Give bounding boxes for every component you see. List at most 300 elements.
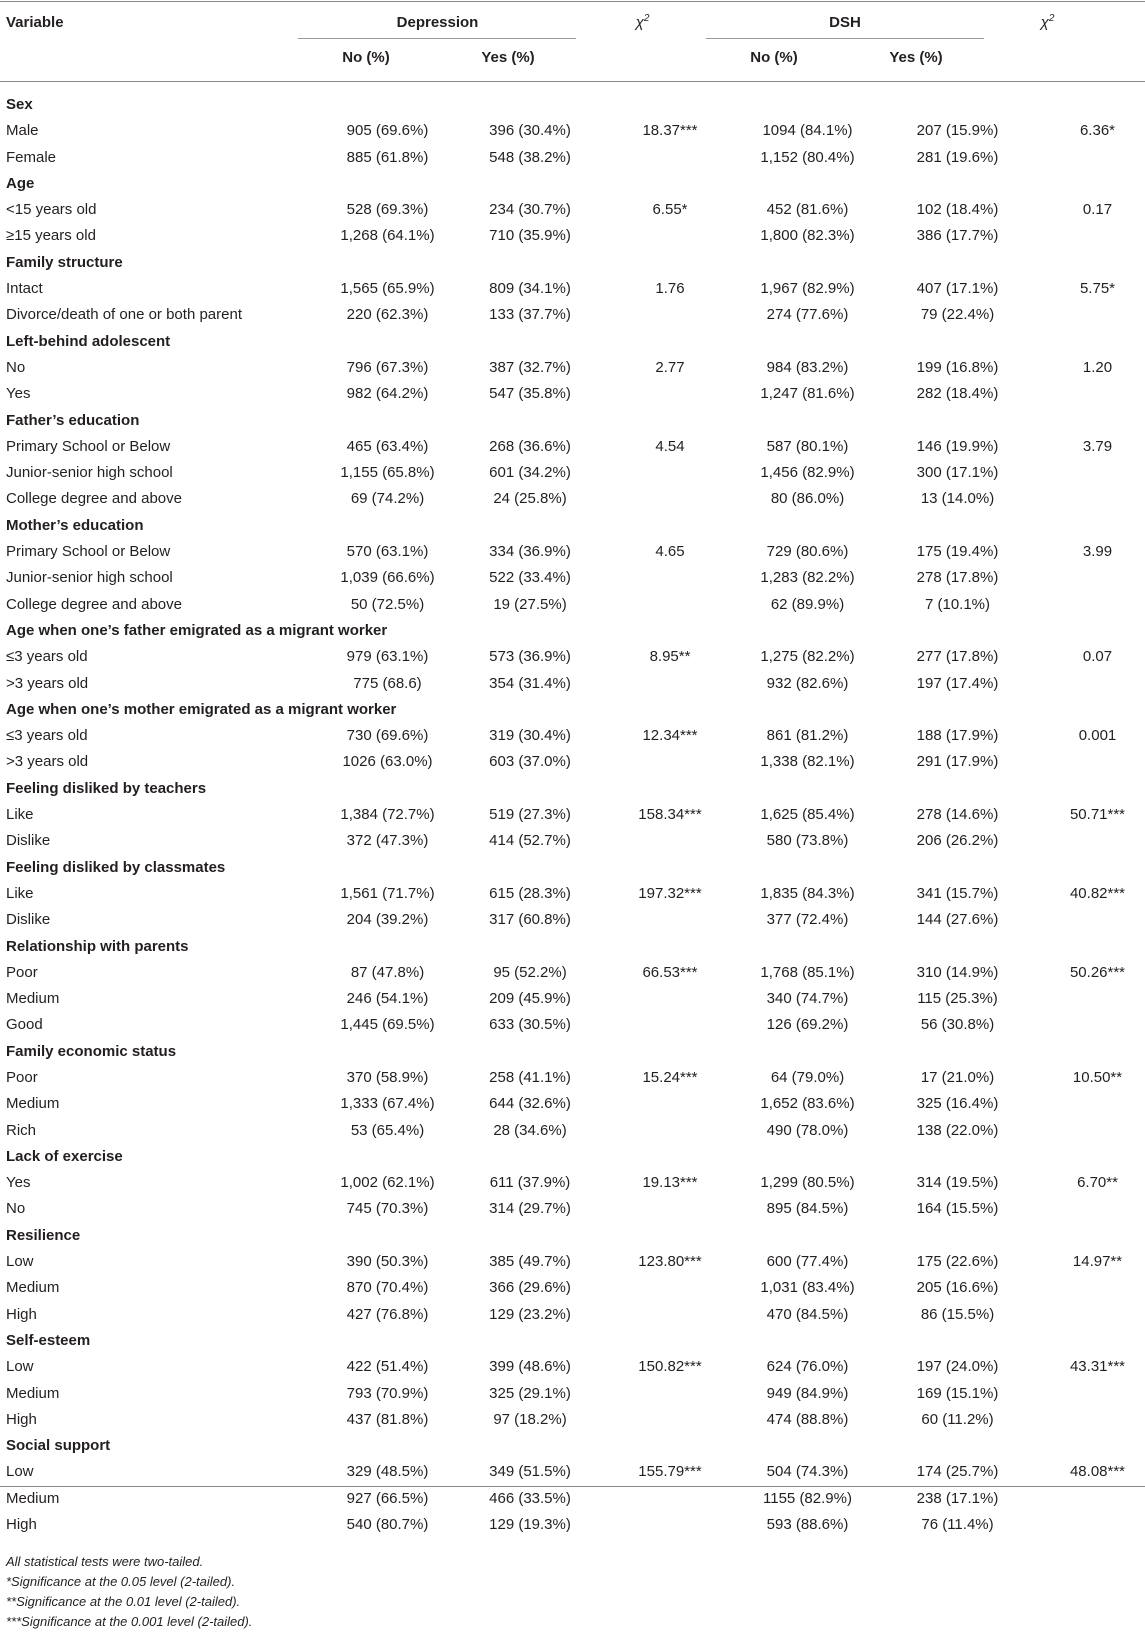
cell-depression-yes: 522 (33.4%) — [489, 569, 571, 587]
cell-dsh-no: 377 (72.4%) — [766, 911, 849, 929]
table-row — [0, 1354, 1145, 1380]
cell-dsh-no: 340 (74.7%) — [766, 990, 849, 1008]
row-label: Junior-senior high school — [6, 464, 173, 482]
cell-depression-no: 745 (70.3%) — [346, 1200, 429, 1218]
cell-chi-square-depression: 8.95** — [649, 648, 691, 666]
group-label: Social support — [6, 1437, 111, 1455]
group-label: Lack of exercise — [6, 1147, 123, 1165]
cell-depression-yes: 396 (30.4%) — [489, 122, 571, 140]
cell-dsh-no: 504 (74.3%) — [766, 1463, 849, 1481]
row-label: ≤3 years old — [6, 648, 88, 666]
row-label: Medium — [6, 1384, 60, 1402]
group-header-row — [0, 1433, 1145, 1459]
cell-depression-yes: 548 (38.2%) — [489, 148, 571, 166]
table-row — [0, 276, 1145, 302]
cell-depression-yes: 334 (36.9%) — [489, 543, 571, 561]
table-row — [0, 1381, 1145, 1407]
cell-dsh-no: 490 (78.0%) — [766, 1121, 849, 1139]
cell-depression-yes: 573 (36.9%) — [489, 648, 571, 666]
note-significance-0001: ***Significance at the 0.001 level (2-tailed). — [6, 1614, 253, 1629]
row-label: No — [6, 1200, 26, 1218]
group-header-row — [0, 171, 1145, 197]
cell-chi-square-depression: 2.77 — [655, 358, 685, 376]
cell-depression-yes: 234 (30.7%) — [489, 201, 571, 219]
table-row — [0, 1512, 1145, 1538]
row-label: College degree and above — [6, 595, 182, 613]
row-label: ≥15 years old — [6, 227, 96, 245]
cell-dsh-no: 949 (84.9%) — [766, 1384, 849, 1402]
row-label: No — [6, 358, 26, 376]
cell-chi-square-depression: 19.13*** — [642, 1174, 698, 1192]
cell-depression-no: 793 (70.9%) — [346, 1384, 429, 1402]
row-label: >3 years old — [6, 674, 89, 692]
group-header-row — [0, 92, 1145, 118]
cell-dsh-no: 932 (82.6%) — [766, 674, 849, 692]
cell-dsh-yes: 175 (22.6%) — [916, 1253, 999, 1271]
group-header-row — [0, 513, 1145, 539]
table-row — [0, 539, 1145, 565]
cell-dsh-no: 452 (81.6%) — [766, 201, 849, 219]
row-label: Poor — [6, 963, 38, 981]
table-notes — [6, 1552, 252, 1632]
cell-dsh-yes: 86 (15.5%) — [920, 1305, 995, 1323]
cell-chi-square-dsh: 6.36* — [1079, 122, 1116, 140]
cell-depression-no: 1026 (63.0%) — [342, 753, 433, 771]
cell-dsh-no: 895 (84.5%) — [766, 1200, 849, 1218]
row-label: Primary School or Below — [6, 543, 171, 561]
cell-depression-no: 905 (69.6%) — [346, 122, 429, 140]
cell-dsh-yes: 325 (16.4%) — [916, 1095, 999, 1113]
cell-depression-yes: 319 (30.4%) — [489, 727, 571, 745]
cell-dsh-no: 729 (80.6%) — [766, 543, 849, 561]
cell-depression-no: 730 (69.6%) — [346, 727, 429, 745]
header-depression: Depression — [396, 14, 479, 31]
cell-chi-square-dsh: 3.99 — [1082, 543, 1113, 561]
table-row — [0, 592, 1145, 618]
cell-depression-no: 796 (67.3%) — [346, 358, 429, 376]
cell-dsh-yes: 138 (22.0%) — [916, 1121, 999, 1139]
group-label: Age when one’s father emigrated as a migrant worker — [6, 621, 388, 639]
cell-dsh-yes: 278 (14.6%) — [916, 806, 999, 824]
cell-depression-yes: 466 (33.5%) — [489, 1489, 571, 1507]
cell-dsh-no: 62 (89.9%) — [770, 595, 845, 613]
row-label: Low — [6, 1253, 34, 1271]
cell-depression-yes: 809 (34.1%) — [489, 280, 571, 298]
cell-depression-yes: 129 (19.3%) — [489, 1516, 571, 1534]
cell-chi-square-depression: 12.34*** — [642, 727, 698, 745]
row-label: Medium — [6, 1095, 60, 1113]
row-label: Junior-senior high school — [6, 569, 173, 587]
row-label: Low — [6, 1358, 34, 1376]
table-row — [0, 802, 1145, 828]
cell-dsh-yes: 205 (16.6%) — [916, 1279, 999, 1297]
cell-dsh-no: 593 (88.6%) — [766, 1516, 849, 1534]
table-row — [0, 907, 1145, 933]
cell-dsh-no: 1,338 (82.1%) — [760, 753, 855, 771]
group-label: Feeling disliked by classmates — [6, 858, 226, 876]
cell-dsh-no: 624 (76.0%) — [766, 1358, 849, 1376]
cell-dsh-no: 1,152 (80.4%) — [760, 148, 855, 166]
cell-dsh-yes: 115 (25.3%) — [917, 990, 998, 1008]
cell-chi-square-dsh: 1.20 — [1082, 358, 1113, 376]
cell-dsh-no: 1,299 (80.5%) — [760, 1174, 855, 1192]
cell-depression-yes: 258 (41.1%) — [489, 1068, 571, 1086]
cell-chi-square-depression: 155.79*** — [638, 1463, 702, 1481]
cell-dsh-no: 64 (79.0%) — [770, 1068, 845, 1086]
cell-chi-square-dsh: 50.71*** — [1069, 806, 1126, 824]
cell-chi-square-depression: 197.32*** — [638, 884, 702, 902]
header-dep-yes: Yes (%) — [481, 49, 535, 66]
table-row — [0, 1275, 1145, 1301]
row-label: Medium — [6, 1489, 60, 1507]
table-row — [0, 1170, 1145, 1196]
cell-depression-no: 69 (74.2%) — [350, 490, 425, 508]
cell-depression-no: 1,268 (64.1%) — [340, 227, 435, 245]
cell-depression-yes: 354 (31.4%) — [489, 674, 571, 692]
cell-dsh-no: 580 (73.8%) — [766, 832, 849, 850]
cell-depression-yes: 601 (34.2%) — [489, 464, 571, 482]
table-row — [0, 460, 1145, 486]
cell-chi-square-dsh: 0.07 — [1082, 648, 1113, 666]
cell-chi-square-dsh: 6.70** — [1077, 1174, 1118, 1192]
row-label: Dislike — [6, 911, 51, 929]
cell-depression-yes: 349 (51.5%) — [489, 1463, 571, 1481]
cell-chi-square-depression: 66.53*** — [642, 963, 698, 981]
table-row — [0, 749, 1145, 775]
row-label: Medium — [6, 990, 60, 1008]
table-row — [0, 197, 1145, 223]
cell-depression-no: 53 (65.4%) — [350, 1121, 425, 1139]
cell-dsh-yes: 7 (10.1%) — [924, 595, 991, 613]
group-label: Age — [6, 174, 35, 192]
cell-depression-no: 204 (39.2%) — [346, 911, 429, 929]
cell-dsh-no: 274 (77.6%) — [766, 306, 849, 324]
group-header-row — [0, 1039, 1145, 1065]
cell-depression-no: 979 (63.1%) — [346, 648, 429, 666]
cell-chi-square-dsh: 0.17 — [1082, 201, 1113, 219]
group-label: Relationship with parents — [6, 937, 189, 955]
cell-chi-square-depression: 4.65 — [655, 543, 685, 561]
cell-chi-square-depression: 150.82*** — [638, 1358, 702, 1376]
cell-depression-yes: 129 (23.2%) — [489, 1305, 571, 1323]
cell-depression-no: 540 (80.7%) — [346, 1516, 429, 1534]
cell-dsh-yes: 102 (18.4%) — [916, 201, 999, 219]
cell-depression-no: 570 (63.1%) — [346, 543, 429, 561]
cell-depression-yes: 19 (27.5%) — [493, 595, 567, 613]
cell-depression-no: 927 (66.5%) — [346, 1489, 429, 1507]
chi-exponent: 2 — [1048, 13, 1055, 24]
group-label: Feeling disliked by teachers — [6, 779, 207, 797]
row-label: High — [6, 1305, 37, 1323]
cell-dsh-no: 1,967 (82.9%) — [760, 280, 855, 298]
table-row — [0, 434, 1145, 460]
cell-depression-yes: 547 (35.8%) — [489, 385, 571, 403]
header-chi-square-depression — [620, 10, 665, 36]
group-label: Mother’s education — [6, 516, 144, 534]
table-row — [0, 1407, 1145, 1433]
cell-depression-no: 370 (58.9%) — [346, 1068, 429, 1086]
table-row — [0, 1012, 1145, 1038]
group-label: Self-esteem — [6, 1331, 91, 1349]
cell-depression-yes: 644 (32.6%) — [489, 1095, 571, 1113]
cell-dsh-yes: 207 (15.9%) — [916, 122, 999, 140]
header-dsh-no: No (%) — [750, 49, 798, 66]
cell-dsh-yes: 169 (15.1%) — [916, 1384, 999, 1402]
cell-depression-no: 1,039 (66.6%) — [340, 569, 435, 587]
cell-dsh-yes: 76 (11.4%) — [921, 1516, 994, 1534]
cell-depression-yes: 387 (32.7%) — [489, 358, 571, 376]
cell-dsh-yes: 281 (19.6%) — [916, 148, 999, 166]
cell-depression-yes: 633 (30.5%) — [489, 1016, 571, 1034]
cell-depression-no: 422 (51.4%) — [346, 1358, 429, 1376]
row-label: Yes — [6, 385, 31, 403]
group-header-row — [0, 1223, 1145, 1249]
cell-dsh-yes: 314 (19.5%) — [916, 1174, 999, 1192]
table-row — [0, 355, 1145, 381]
note-significance-001: **Significance at the 0.01 level (2-tailed). — [6, 1594, 241, 1609]
row-label: Like — [6, 884, 34, 902]
row-label: Primary School or Below — [6, 437, 171, 455]
cell-chi-square-dsh: 5.75* — [1079, 280, 1116, 298]
cell-depression-yes: 28 (34.6%) — [493, 1121, 567, 1139]
cell-chi-square-depression: 18.37*** — [642, 122, 698, 140]
table-row — [0, 723, 1145, 749]
cell-depression-no: 982 (64.2%) — [346, 385, 429, 403]
cell-depression-no: 1,445 (69.5%) — [340, 1016, 435, 1034]
header-variable: Variable — [6, 14, 64, 31]
cell-chi-square-dsh: 50.26*** — [1069, 963, 1126, 981]
row-label: College degree and above — [6, 490, 182, 508]
cell-dsh-no: 861 (81.2%) — [766, 727, 849, 745]
note-significance-005: *Significance at the 0.05 level (2-tailed). — [6, 1574, 236, 1589]
cell-depression-yes: 519 (27.3%) — [489, 806, 571, 824]
note-two-tailed: All statistical tests were two-tailed. — [6, 1554, 204, 1569]
row-label: Male — [6, 122, 39, 140]
cell-dsh-no: 1,283 (82.2%) — [760, 569, 855, 587]
row-label: Female — [6, 148, 57, 166]
header-dsh: DSH — [829, 14, 861, 31]
cell-chi-square-depression: 1.76 — [655, 280, 685, 298]
row-label: Yes — [6, 1174, 31, 1192]
cell-dsh-no: 126 (69.2%) — [766, 1016, 849, 1034]
table-row — [0, 486, 1145, 512]
group-header-row — [0, 250, 1145, 276]
cell-depression-no: 50 (72.5%) — [350, 595, 425, 613]
group-label: Sex — [6, 96, 33, 113]
cell-dsh-yes: 310 (14.9%) — [916, 963, 999, 981]
cell-chi-square-dsh: 40.82*** — [1069, 884, 1126, 902]
chi-symbol: χ — [635, 14, 644, 31]
cell-depression-yes: 710 (35.9%) — [489, 227, 571, 245]
cell-depression-no: 528 (69.3%) — [346, 201, 429, 219]
table-row — [0, 986, 1145, 1012]
cell-dsh-no: 1094 (84.1%) — [762, 122, 853, 140]
cell-depression-yes: 325 (29.1%) — [489, 1384, 571, 1402]
group-header-row — [0, 1144, 1145, 1170]
cell-chi-square-dsh: 0.001 — [1078, 727, 1117, 745]
cell-dsh-yes: 174 (25.7%) — [916, 1463, 999, 1481]
group-header-row — [0, 329, 1145, 355]
cell-dsh-no: 1,652 (83.6%) — [760, 1095, 855, 1113]
cell-chi-square-depression: 123.80*** — [638, 1253, 702, 1271]
cell-depression-yes: 133 (37.7%) — [489, 306, 571, 324]
cell-chi-square-dsh: 48.08*** — [1069, 1463, 1126, 1481]
row-label: Rich — [6, 1121, 37, 1139]
cell-depression-no: 1,155 (65.8%) — [340, 464, 435, 482]
cell-depression-no: 87 (47.8%) — [350, 963, 425, 981]
cell-depression-yes: 615 (28.3%) — [489, 884, 571, 902]
cell-dsh-no: 1,625 (85.4%) — [760, 806, 855, 824]
cell-dsh-yes: 79 (22.4%) — [920, 306, 995, 324]
cell-depression-no: 372 (47.3%) — [346, 832, 429, 850]
chi-symbol: χ — [1040, 14, 1049, 31]
table-row — [0, 1486, 1145, 1512]
group-header-row — [0, 934, 1145, 960]
cell-dsh-yes: 56 (30.8%) — [920, 1016, 995, 1034]
cell-dsh-yes: 341 (15.7%) — [916, 884, 999, 902]
group-label: Resilience — [6, 1226, 81, 1244]
cell-depression-yes: 317 (60.8%) — [489, 911, 571, 929]
cell-depression-yes: 97 (18.2%) — [493, 1410, 567, 1428]
group-header-row — [0, 1328, 1145, 1354]
table-row — [0, 302, 1145, 328]
cell-depression-yes: 385 (49.7%) — [489, 1253, 571, 1271]
table-row — [0, 644, 1145, 670]
cell-dsh-yes: 13 (14.0%) — [920, 490, 995, 508]
cell-depression-no: 1,333 (67.4%) — [340, 1095, 435, 1113]
cell-depression-no: 1,384 (72.7%) — [340, 806, 435, 824]
cell-dsh-no: 1,800 (82.3%) — [760, 227, 855, 245]
table-row — [0, 1118, 1145, 1144]
cell-depression-no: 775 (68.6) — [353, 674, 422, 692]
row-label: ≤3 years old — [6, 727, 88, 745]
row-label: High — [6, 1410, 37, 1428]
cell-dsh-yes: 144 (27.6%) — [916, 911, 999, 929]
group-label: Father’s education — [6, 411, 140, 429]
group-label: Age when one’s mother emigrated as a migrant worker — [6, 700, 397, 718]
group-header-row — [0, 855, 1145, 881]
cell-dsh-yes: 17 (21.0%) — [920, 1068, 995, 1086]
header-dep-no: No (%) — [342, 49, 390, 66]
cell-depression-no: 870 (70.4%) — [346, 1279, 429, 1297]
cell-depression-yes: 603 (37.0%) — [489, 753, 571, 771]
cell-dsh-yes: 278 (17.8%) — [916, 569, 999, 587]
cell-depression-yes: 399 (48.6%) — [489, 1358, 571, 1376]
row-label: Intact — [6, 280, 43, 298]
cell-depression-no: 465 (63.4%) — [346, 437, 429, 455]
row-label: Medium — [6, 1279, 60, 1297]
cell-dsh-no: 470 (84.5%) — [766, 1305, 849, 1323]
cell-depression-no: 220 (62.3%) — [346, 306, 429, 324]
dsh-underline — [706, 38, 984, 39]
cell-dsh-no: 600 (77.4%) — [766, 1253, 849, 1271]
cell-dsh-no: 1,456 (82.9%) — [760, 464, 855, 482]
cell-depression-no: 1,561 (71.7%) — [340, 884, 435, 902]
table-row — [0, 881, 1145, 907]
cell-depression-no: 427 (76.8%) — [346, 1305, 429, 1323]
table-row — [0, 1065, 1145, 1091]
cell-depression-yes: 95 (52.2%) — [493, 963, 567, 981]
cell-dsh-no: 80 (86.0%) — [770, 490, 845, 508]
cell-depression-no: 1,002 (62.1%) — [340, 1174, 435, 1192]
row-label: Good — [6, 1016, 43, 1034]
cell-dsh-yes: 407 (17.1%) — [916, 280, 999, 298]
row-label: <15 years old — [6, 201, 97, 219]
cell-depression-no: 390 (50.3%) — [346, 1253, 429, 1271]
table-row — [0, 1459, 1145, 1485]
cell-dsh-no: 984 (83.2%) — [766, 358, 849, 376]
group-header-row — [0, 776, 1145, 802]
cell-depression-yes: 268 (36.6%) — [489, 437, 571, 455]
cell-depression-yes: 314 (29.7%) — [489, 1200, 571, 1218]
chi-exponent: 2 — [643, 13, 650, 24]
cell-dsh-no: 587 (80.1%) — [766, 437, 849, 455]
row-label: High — [6, 1516, 37, 1534]
cell-dsh-yes: 175 (19.4%) — [916, 543, 999, 561]
cell-chi-square-depression: 6.55* — [652, 201, 688, 219]
cell-dsh-no: 1,835 (84.3%) — [760, 884, 855, 902]
cell-dsh-yes: 282 (18.4%) — [916, 385, 999, 403]
header-chi-square-dsh — [1025, 10, 1070, 36]
depression-underline — [298, 38, 576, 39]
cell-dsh-yes: 146 (19.9%) — [916, 437, 999, 455]
cell-chi-square-dsh: 10.50** — [1072, 1068, 1123, 1086]
table-row — [0, 223, 1145, 249]
group-header-row — [0, 697, 1145, 723]
cell-dsh-yes: 300 (17.1%) — [916, 464, 999, 482]
cell-dsh-yes: 277 (17.8%) — [916, 648, 999, 666]
table-row — [0, 1302, 1145, 1328]
table-top-rule — [0, 1, 1145, 2]
cell-depression-no: 329 (48.5%) — [346, 1463, 429, 1481]
cell-dsh-no: 474 (88.8%) — [766, 1410, 849, 1428]
cell-depression-no: 1,565 (65.9%) — [340, 280, 435, 298]
header-dsh-yes: Yes (%) — [889, 49, 943, 66]
cell-dsh-yes: 188 (17.9%) — [916, 727, 999, 745]
header-bottom-rule — [0, 81, 1145, 82]
cell-dsh-yes: 60 (11.2%) — [921, 1410, 994, 1428]
cell-dsh-yes: 206 (26.2%) — [916, 832, 999, 850]
row-label: Low — [6, 1463, 34, 1481]
cell-chi-square-dsh: 43.31*** — [1069, 1358, 1126, 1376]
table-row — [0, 960, 1145, 986]
cell-depression-yes: 24 (25.8%) — [493, 490, 567, 508]
cell-chi-square-depression: 158.34*** — [638, 806, 702, 824]
row-label: Poor — [6, 1068, 38, 1086]
table-row — [0, 828, 1145, 854]
group-label: Family economic status — [6, 1042, 177, 1060]
cell-depression-yes: 414 (52.7%) — [489, 832, 571, 850]
cell-depression-yes: 209 (45.9%) — [489, 990, 571, 1008]
cell-dsh-no: 1,031 (83.4%) — [760, 1279, 855, 1297]
cell-chi-square-depression: 4.54 — [655, 437, 685, 455]
table-row — [0, 1196, 1145, 1222]
cell-depression-yes: 611 (37.9%) — [489, 1174, 571, 1192]
group-label: Family structure — [6, 253, 123, 271]
cell-dsh-yes: 386 (17.7%) — [916, 227, 999, 245]
cell-dsh-yes: 291 (17.9%) — [916, 753, 999, 771]
cell-dsh-no: 1155 (82.9%) — [763, 1489, 852, 1507]
table-row — [0, 145, 1145, 171]
cell-depression-yes: 366 (29.6%) — [489, 1279, 571, 1297]
cell-depression-no: 437 (81.8%) — [346, 1410, 429, 1428]
table-row — [0, 1249, 1145, 1275]
cell-chi-square-depression: 15.24*** — [642, 1068, 698, 1086]
table-row — [0, 1091, 1145, 1117]
cell-dsh-yes: 238 (17.1%) — [916, 1489, 999, 1507]
cell-chi-square-dsh: 14.97** — [1072, 1253, 1123, 1271]
cell-dsh-yes: 197 (17.4%) — [916, 674, 999, 692]
